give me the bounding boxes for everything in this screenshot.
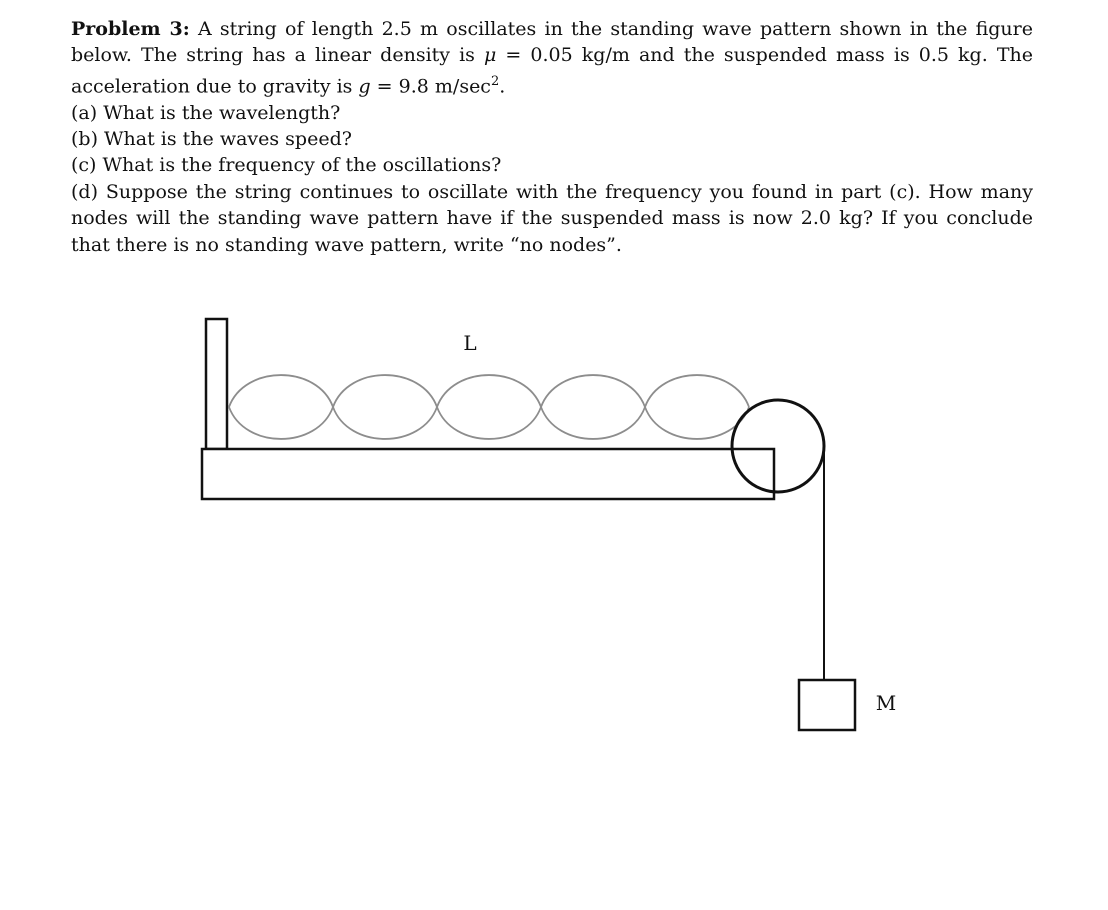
wave-loop-4-lower <box>541 407 645 439</box>
mass-label: M <box>875 691 897 715</box>
problem-title: Problem 3: <box>71 18 190 40</box>
wave-loop-2-upper <box>333 375 437 407</box>
wave-loop-4-upper <box>541 375 645 407</box>
part-a: (a) What is the wavelength? <box>71 101 341 124</box>
intro-text-1: A string of length 2.5 m oscillates in the standing wave pattern shown in the figure below. The string has a linear density is <box>71 18 1033 67</box>
mass-block <box>799 680 855 730</box>
wave-loop-1-lower <box>229 407 333 439</box>
wave-loop-2-lower <box>333 407 437 439</box>
wave-loop-3-upper <box>437 375 541 407</box>
part-b: (b) What is the waves speed? <box>71 127 352 150</box>
g-end: . <box>499 75 506 98</box>
mu-value: = 0.05 kg/m and the suspended mass is 0.5 kg. The acceleration due to gravity is <box>71 44 1033 98</box>
wave-loop-3-lower <box>437 407 541 439</box>
g-symbol: g <box>358 75 371 98</box>
standing-wave-string <box>229 375 749 439</box>
wave-loop-5-upper <box>645 375 749 407</box>
mu-symbol: μ <box>483 44 497 67</box>
length-label: L <box>463 331 477 355</box>
table-bar <box>202 449 774 499</box>
part-c: (c) What is the frequency of the oscillations? <box>71 154 502 177</box>
g-exponent: 2 <box>490 73 500 89</box>
g-value: = 9.8 m/sec <box>370 75 491 98</box>
left-post <box>206 319 227 449</box>
wave-loop-1-upper <box>229 375 333 407</box>
pulley <box>732 400 824 492</box>
part-d: (d) Suppose the string continues to oscillate with the frequency you found in part (c). How many nodes will the standing wave pattern have if the suspended mass is now 2.0 kg? If you conclude that there is no standing wave pattern, write “no nodes”. <box>71 180 1033 256</box>
